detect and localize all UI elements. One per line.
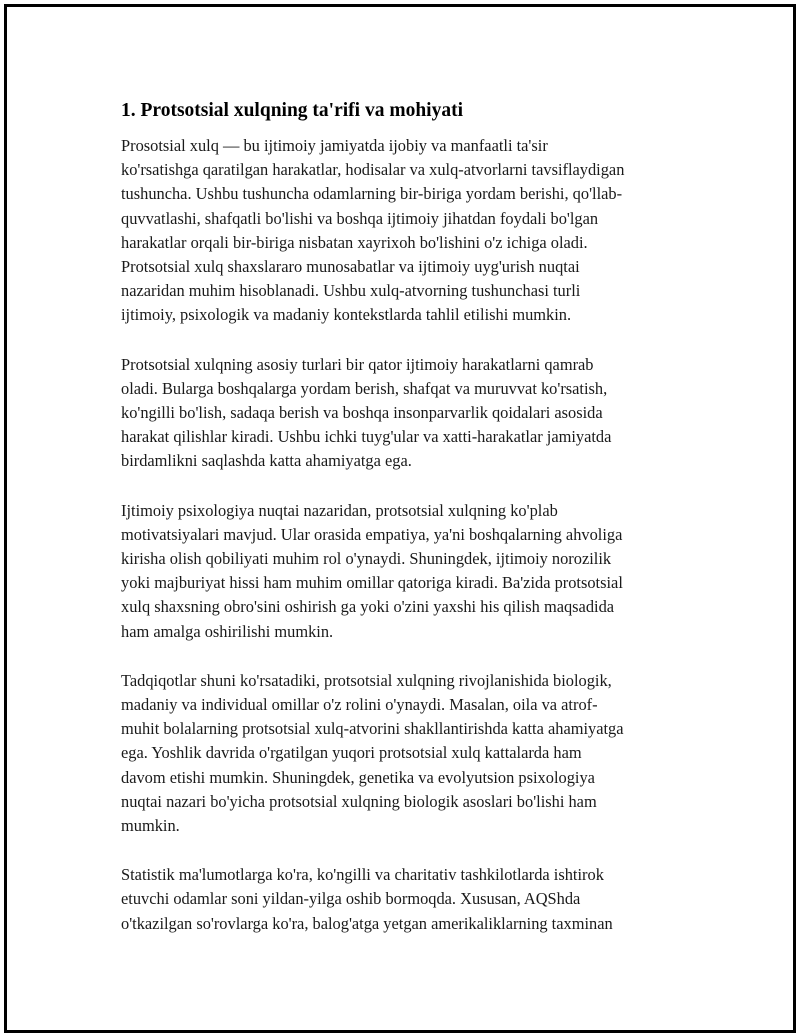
text-line: tushuncha. Ushbu tushuncha odamlarning bir-biriga yordam berishi, qo'llab-	[121, 184, 623, 204]
paragraph-definition	[121, 134, 691, 328]
text-line: ko'ngilli bo'lish, sadaqa berish va boshqa insonparvarlik qoidalari asosida	[121, 403, 603, 423]
text-line: ko'rsatishga qaratilgan harakatlar, hodisalar va xulq-atvorlarni tavsiflaydigan	[121, 160, 625, 180]
section-heading: 1. Protsotsial xulqning ta'rifi va mohiyati	[121, 100, 463, 121]
page-frame	[4, 4, 796, 1033]
paragraph-research	[121, 669, 691, 838]
text-line: ijtimoiy, psixologik va madaniy kontekstlarda tahlil etilishi mumkin.	[121, 305, 572, 325]
text-line: Protsotsial xulqning asosiy turlari bir qator ijtimoiy harakatlarni qamrab	[121, 354, 594, 374]
text-line: nuqtai nazari bo'yicha protsotsial xulqning biologik asoslari bo'lishi ham	[121, 791, 597, 811]
text-line: Ijtimoiy psixologiya nuqtai nazaridan, protsotsial xulqning ko'plab	[121, 500, 558, 520]
text-line: ham amalga oshirilishi mumkin.	[121, 621, 334, 641]
text-line: Statistik ma'lumotlarga ko'ra, ko'ngilli va charitativ tashkilotlarda ishtirok	[121, 865, 604, 885]
text-line: mumkin.	[121, 816, 180, 836]
text-line: Prosotsial xulq — bu ijtimoiy jamiyatda ijobiy va manfaatli ta'sir	[121, 136, 548, 155]
text-line: Protsotsial xulq shaxslararo munosabatlar va ijtimoiy uyg'urish nuqtai	[121, 257, 580, 277]
text-line: muhit bolalarning protsotsial xulq-atvorini shakllantirishda katta ahamiyatga	[121, 719, 624, 739]
paragraph-statistics	[121, 863, 691, 936]
text-line: Tadqiqotlar shuni ko'rsatadiki, protsotsial xulqning rivojlanishida biologik,	[121, 670, 612, 690]
text-line: madaniy va individual omillar o'z rolini o'ynaydi. Masalan, oila va atrof-	[121, 695, 598, 715]
text-line: ega. Yoshlik davrida o'rgatilgan yuqori protsotsial xulq kattalarda ham	[121, 743, 582, 763]
paragraph-types	[121, 353, 691, 474]
text-line: harakat qilishlar kiradi. Ushbu ichki tuyg'ular va xatti-harakatlar jamiyatda	[121, 427, 612, 447]
text-line: o'tkazilgan so'rovlarga ko'ra, balog'atga yetgan amerikaliklarning taxminan	[121, 913, 613, 933]
text-line: yoki majburiyat hissi ham muhim omillar qatoriga kiradi. Ba'zida protsotsial	[121, 573, 623, 593]
text-line: xulq shaxsning obro'sini oshirish ga yoki o'zini yaxshi his qilish maqsadida	[121, 597, 615, 617]
text-line: harakatlar orqali bir-biriga nisbatan xayrixoh bo'lishini o'z ichiga oladi.	[121, 232, 588, 252]
text-line: kirisha olish qobiliyati muhim rol o'ynaydi. Shuningdek, ijtimoiy norozilik	[121, 549, 612, 569]
text-line: davom etishi mumkin. Shuningdek, genetika va evolyutsion psixologiya	[121, 767, 595, 787]
text-line: birdamlikni saqlashda katta ahamiyatga ega.	[121, 451, 412, 471]
document-body	[121, 99, 691, 961]
text-line: nazaridan muhim hisoblanadi. Ushbu xulq-atvorning tushunchasi turli	[121, 281, 581, 301]
text-line: quvvatlashi, shafqatli bo'lishi va boshqa ijtimoiy jihatdan foydali bo'lgan	[121, 208, 599, 228]
text-line: oladi. Bularga boshqalarga yordam berish, shafqat va muruvvat ko'rsatish,	[121, 378, 608, 398]
text-line: motivatsiyalari mavjud. Ular orasida empatiya, ya'ni boshqalarning ahvoliga	[121, 524, 623, 544]
text-line: etuvchi odamlar soni yildan-yilga oshib bormoqda. Xususan, AQShda	[121, 889, 581, 909]
paragraph-motivations	[121, 499, 691, 644]
